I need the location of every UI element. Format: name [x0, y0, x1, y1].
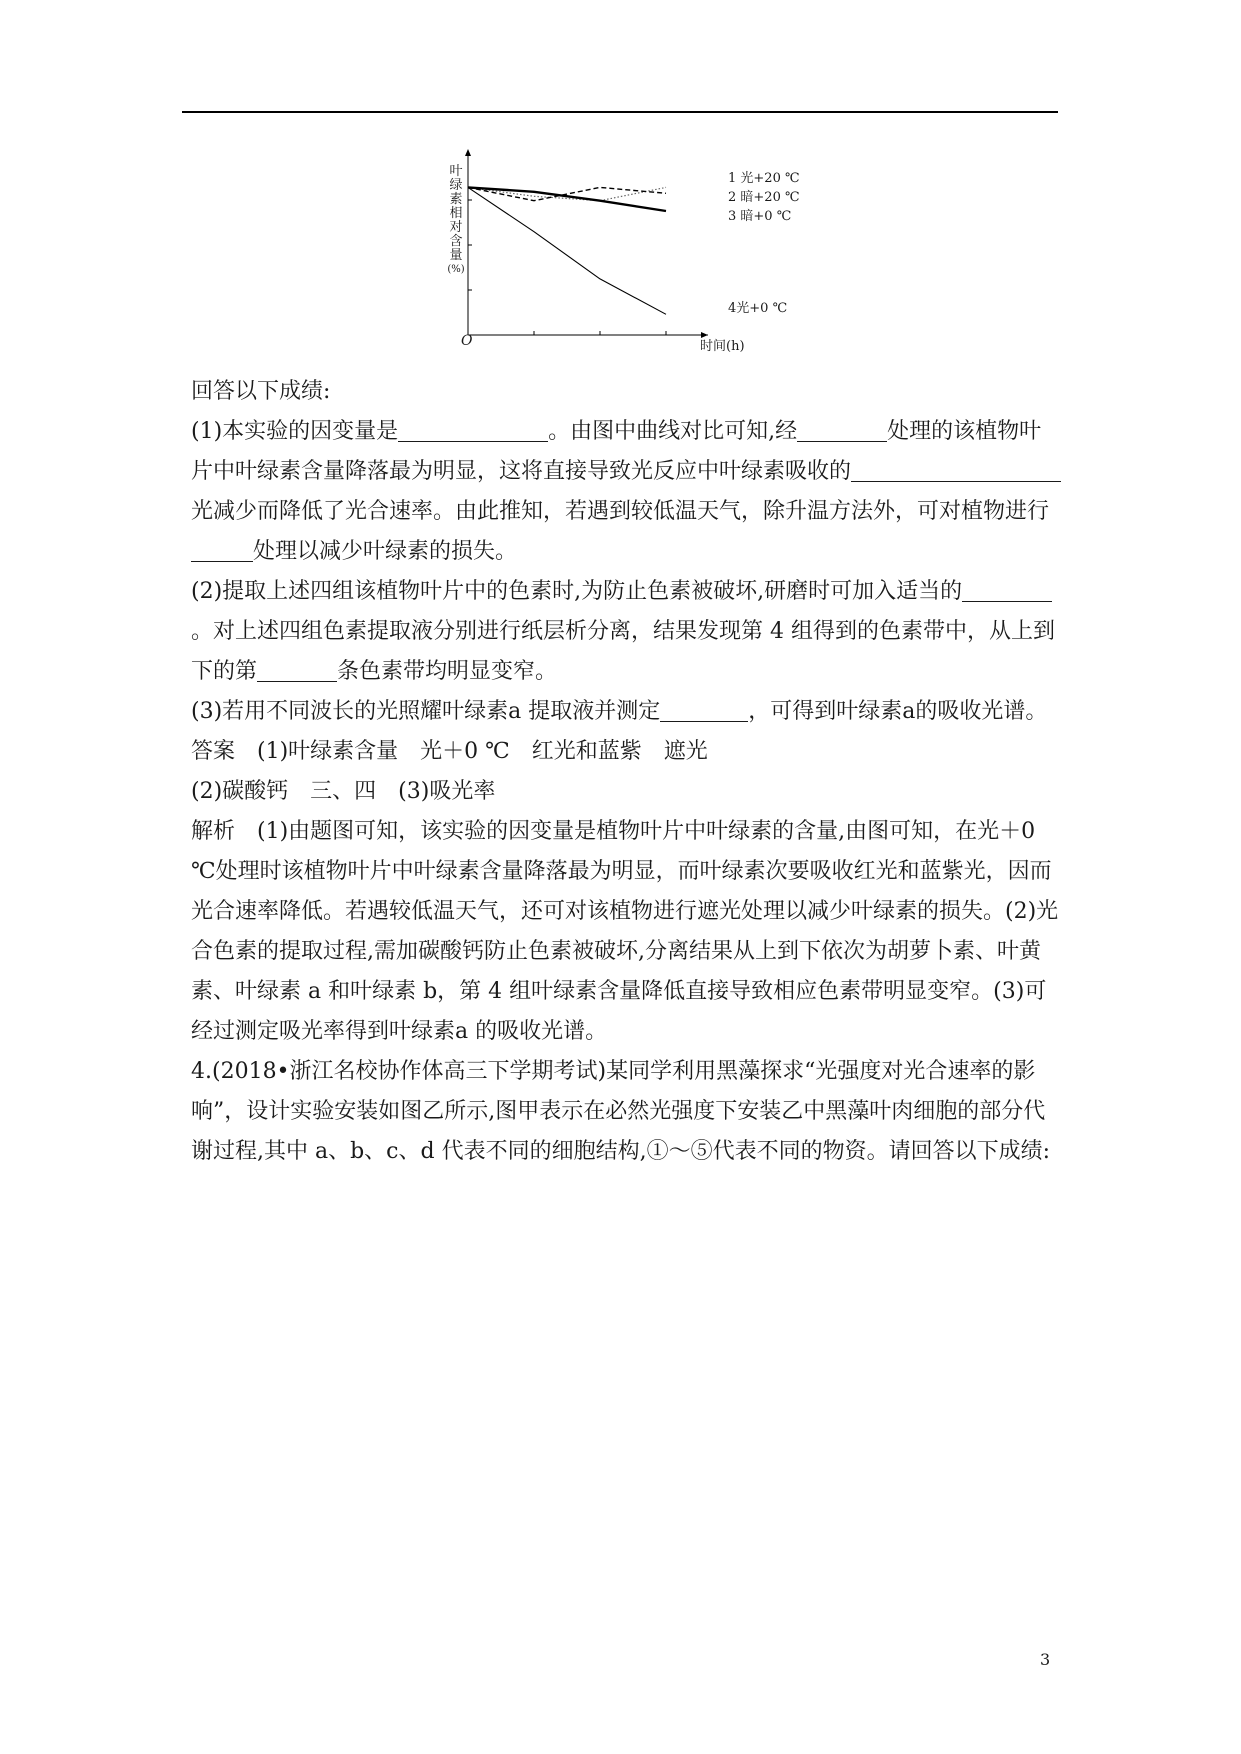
- q2-part-1: (2)提取上述四组该植物叶片中的色素时,为防止色素被破坏,研磨时可加入适当的: [191, 579, 963, 604]
- origin-label: O: [461, 333, 473, 349]
- answer-blank[interactable]: [660, 695, 748, 722]
- q3-part-1: (3)若用不同波长的光照耀叶绿素a 提取液并测定: [191, 699, 661, 724]
- answer-blank[interactable]: [191, 535, 253, 562]
- y-axis-label: 叶 绿 素 相 对 含 量 (%): [447, 164, 465, 275]
- q2-part-2: 。对上述四组色素提取液分别进行纸层析分离，结果发现第 4 组得到的色素带中，从上到下的第: [191, 619, 1055, 684]
- q1-part-1: (1)本实验的因变量是: [191, 419, 399, 444]
- answer-blank[interactable]: [851, 455, 1061, 482]
- analysis-text: 解析 (1)由题图可知，该实验的因变量是植物叶片中叶绿素的含量,由图可知，在光＋0 ℃处理时该植物叶片中叶绿素含量降落最为明显，而叶绿素次要吸收红光和蓝紫光，因而光合速率降低。若遇较低温天气，还可对该植物进行遮光处理以减少叶绿素的损失。(2)光合色素的提取过程,需加碳酸钙防止色素被破坏,分离结果从上到下依次为胡萝卜素、叶黄素、叶绿素 a 和叶绿素 b，第 4 组叶绿素含量降低直接导致相应色素带明显变窄。(3)可经过测定吸光率得到叶绿素a 的吸收光谱。: [191, 819, 1059, 1044]
- legend-series-4: 4光+0 ℃: [728, 301, 788, 316]
- legend-series-3: 3 暗+0 ℃: [728, 209, 792, 224]
- intro-line: 回答以下成绩:: [191, 379, 331, 404]
- q2-part-3: 条色素带均明显变窄。: [337, 659, 558, 684]
- legend-series-1: 1 光+20 ℃: [728, 171, 800, 186]
- y-axis-arrow: [465, 149, 471, 156]
- q1-part-4: 光减少而降低了光合速率。由此推知，若遇到较低温天气，除升温方法外，可对植物进行: [191, 499, 1050, 524]
- answer-blank[interactable]: [398, 415, 548, 442]
- question-3: [191, 692, 1061, 732]
- header-rule: [182, 111, 1058, 113]
- answer-line-2: (2)碳酸钙 三、四 (3)吸光率: [191, 779, 496, 804]
- answer-blank[interactable]: [797, 415, 887, 442]
- answer-blank[interactable]: [962, 575, 1052, 602]
- page-number: 3: [1040, 1650, 1051, 1669]
- question-text: [191, 372, 1061, 1172]
- q1-part-3: 处理的该植物叶片中叶绿素含量降落最为明显，这将直接导致光反应中叶绿素吸收的: [191, 419, 1042, 484]
- q3-part-2: ，可得到叶绿素a的吸收光谱。: [748, 699, 1048, 724]
- question-4: 4.(2018•浙江名校协作体高三下学期考试)某同学利用黑藻探求“光强度对光合速率的影响”，设计实验安装如图乙所示,图甲表示在必然光强度下安装乙中黑藻叶肉细胞的部分代谢过程,其中 a、b、c、d 代表不同的细胞结构,①～⑤代表不同的物资。请回答以下成绩:: [191, 1059, 1050, 1164]
- q1-part-2: 。由图中曲线对比可知,经: [548, 419, 798, 444]
- answer-line-1: 答案 (1)叶绿素含量 光＋0 ℃ 红光和蓝紫 遮光: [191, 739, 708, 764]
- legend-series-2: 2 暗+20 ℃: [728, 190, 800, 205]
- question-2: [191, 572, 1061, 692]
- x-axis-label: 时间(h): [700, 339, 745, 354]
- answer-blank[interactable]: [257, 655, 337, 682]
- q1-part-5: 处理以减少叶绿素的损失。: [253, 539, 518, 564]
- question-1: [191, 412, 1061, 572]
